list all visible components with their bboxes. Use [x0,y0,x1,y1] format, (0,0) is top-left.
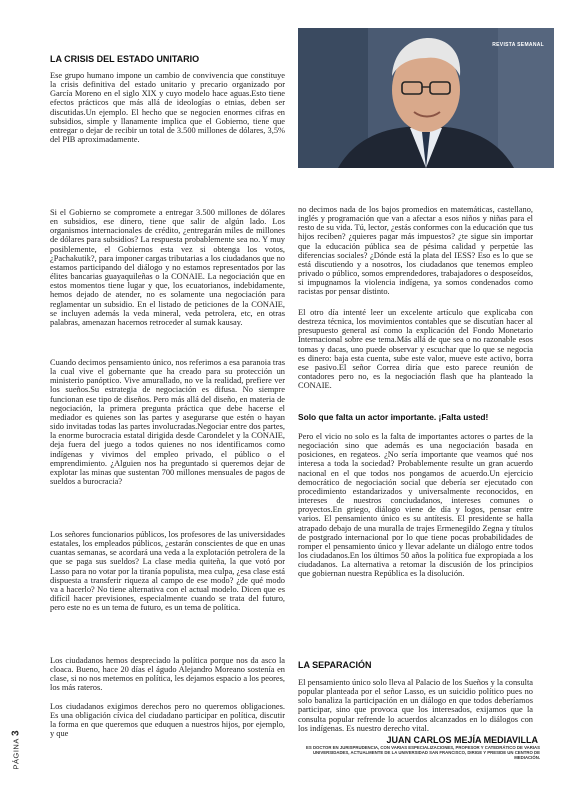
highlight-heading: Solo que falta un actor importante. ¡Falta usted! [298,412,489,422]
author-name: JUAN CARLOS MEJÍA MEDIAVILLA [386,735,538,745]
page-label-word: PÁGINA [11,738,21,770]
left-paragraph-1: Ese grupo humano impone un cambio de convivencia que constituye la crisis definitiva del estado unitario y precario organizado por García Moreno en el siglo XIX y cuyo modelo hace aguas.Esto tiene efectos prácticos que más allá de ideologías o etnias, deben ser discutidas.Un ejemplo. El hecho que se negocien enormes cifras en subsidios, simple y llanamente implica que el Gobierno, tiene que entregar o dejar de recibir un total de 3.500 millones de dólares, 3,5% del PIB aproximadamente. [50,71,285,145]
page-label [8,708,20,774]
right-paragraph-2: El otro día intenté leer un excelente artículo que explicaba con destreza técnica, los movimientos contables que se discutían hacer al presupuesto general así como la explicación del Fondo Monetario Internacional sobre ese tema.Más allá de que sea o no razonable esos tomas y dacas, uno puede observar y escuchar que lo que se negocia es dinero: baja esta cuenta, sube este valor, mueve este activo, borra ese pasivo.El señor Correa diría que esto parece reunión de contadores pero no, es la negociación flash que ha planteado la CONAIE. [298,308,533,391]
right-paragraph-1: no decimos nada de los bajos promedios en matemáticas, castellano, inglés y programación que van a afectar a esos niños y niñas para el resto de su vida. Tú, lector, ¿estás conformes con la educación que tus hijos reciben? ¿quieres pagar más impuestos? ¿te sigue sin importar que la educación pública sea de pésima calidad y perpetúe las diferencias sociales? ¿Dónde está la plata del IESS? Eso es lo que se está discutiendo y a nosotros, los ciudadanos que tenemos empleo privado o público, somos emprendedores, trabajadores o desposeídos, si impugnamos la violencia indígena, ya somos condenados como racistas por pensar distinto. [298,205,533,297]
portrait-photo [298,28,554,168]
photo-caption: REVISTA SEMANAL [492,42,544,48]
right-paragraph-3: Pero el vicio no solo es la falta de importantes actores o partes de la negociación sino que además es una negociación basada en posiciones, en regateos. ¿No sería importante que veamos qué nos interesa a toda la sociedad? Probablemente resulte un gran acuerdo nacional en el que todos nos pongamos de acuerdo.Un ejercicio democrático de negociación social que debería ser ejecutado con procedimiento estandarizados y universalmente reconocidos, en intereses de nuestros conciudadanos, intereses comunes o proyectos.En griego, diálogo viene de día y logos, pensar entre varios. El pensamiento único es su antítesis. El presidente se halla atrapado debajo de una muralla de trajes Ermenegildo Zegna y títulos de postgrado internacional por lo que tiene pocas probabilidades de romper el pensamiento único y llevar adelante un diálogo entre todos los ciudadanos.En los últimos 50 años la política fue expropiada a los ciudadanos. La alternativa a retomar la discusión de los principios que gobiernan nuestra República es la disolución. [298,432,533,579]
left-paragraph-6: Los ciudadanos exigimos derechos pero no queremos obligaciones. Es una obligación cívica del ciudadano participar en política, discutir la forma en que queremos que eduquen a nuestros hijos, por ejemplo, y que [50,702,285,739]
portrait-illustration [298,28,554,168]
page-label-text [11,710,22,770]
left-paragraph-3: Cuando decimos pensamiento único, nos referimos a esa paranoia tras la cual vive el gobernante que ha creado para su protección un ministerio panóptico. Vive amurallado, no ve la realidad, prefiere ver los sueños.Su estrategia de negociación es difusa. No siempre funcionan ese tipo de diseños. Pero más allá del diseño, en materia de negociación, la primera pregunta práctica que debe hacerse el mediador es quienes son las partes y asegurarse que estén o hayan sido invitadas todas las partes involucradas.Negociar entre dos partes, la enorme burocracia estatal dirigida desde Carondelet y la CONAIE, deja fuera del juego a todos quienes no nos identificamos como indígenas y vivimos del empleo privado, el público o el emprendimiento. ¿Alguien nos ha preguntado si queremos dejar de explotar las minas que sustentan 700 millones mensuales de pagos de sueldos a burocracia? [50,358,285,487]
section-heading-crisis: LA CRISIS DEL ESTADO UNITARIO [50,54,200,64]
author-bio: ES DOCTOR EN JURISPRUDENCIA, CON VARIAS ESPECIALIZACIONES, PROFESOR Y CATEDRÁTICO DE VARIAS UNIVERSIDADES, ACTUALMENTE DE LA UNIVERSIDAD SAN FRANCISCO, DIRIGE Y PRESIDE UN CENTRO DE MEDIACIÓN. [306,745,540,761]
page-number: 3 [10,729,22,736]
right-paragraph-4: El pensamiento único solo lleva al Palacio de los Sueños y la consulta popular planteada por el señor Lasso, es un suicidio político pues no solo banaliza la participación en un diálogo en que todos deberíamos participar, sino que provoca que los interesados, exijamos que la consulta popular refrende lo acuerdos alcanzados en lo diálogos con los indígenas. Es nuestro derecho vital. [298,678,533,733]
left-paragraph-4: Los señores funcionarios públicos, los profesores de las universidades estatales, los empleados públicos, ¿estarán conscientes de que en unas cuantas semanas, se acordará una veda a la explotación petrolera de la que se paga sus sueldos? La clase media quiteña, la que votó por Lasso para no votar por la tiranía populista, mea culpa, ¿esa clase está dispuesta a transferir riqueza al campo de ese modo? ¿de qué modo va a hacerlo? No tiene alternativa con el actual modelo. Dicen que es difícil hacer previsiones, especialmente cuando se trata del futuro, pero este no es un tema de futuro, es un tema de política. [50,530,285,613]
left-paragraph-5: Los ciudadanos hemos despreciado la política porque nos da asco la cloaca. Bueno, hace 20 días el águdo Alejandro Moreano sostenía en clase, si no nos metemos en política, les dejamos espacio a los peores, los más rateros. [50,656,285,693]
left-paragraph-2: Si el Gobierno se compromete a entregar 3.500 millones de dólares en subsidios, ese dinero, tiene que salir de algún lado. Los organismos internacionales de crédito, ¿entregarán miles de millones de dólares para subsidios? La respuesta probablemente sea no. Y muy posiblemente, el Gobiernos esta vez si obtenga los votos, ¿Pachakutik?, para imponer cargas tributarias a los ciudadanos que no estamos participando del diálogo y no estamos representados por las élites bancarias guayaquileñas o la CONAIE. La negociación que en estos momentos tiene lugar y que, los ecuatorianos, indebidamente, hemos dejado de atender, no es solamente una negociación para reglamentar un subsidio. En el listado de peticiones de la CONAIE, se incluyen además la veda mineral, veda petrolera, etc, en otras palabras, amenazan hacernos retroceder al sumak kausay. [50,208,285,327]
section-heading-separation: LA SEPARACIÓN [298,660,372,670]
